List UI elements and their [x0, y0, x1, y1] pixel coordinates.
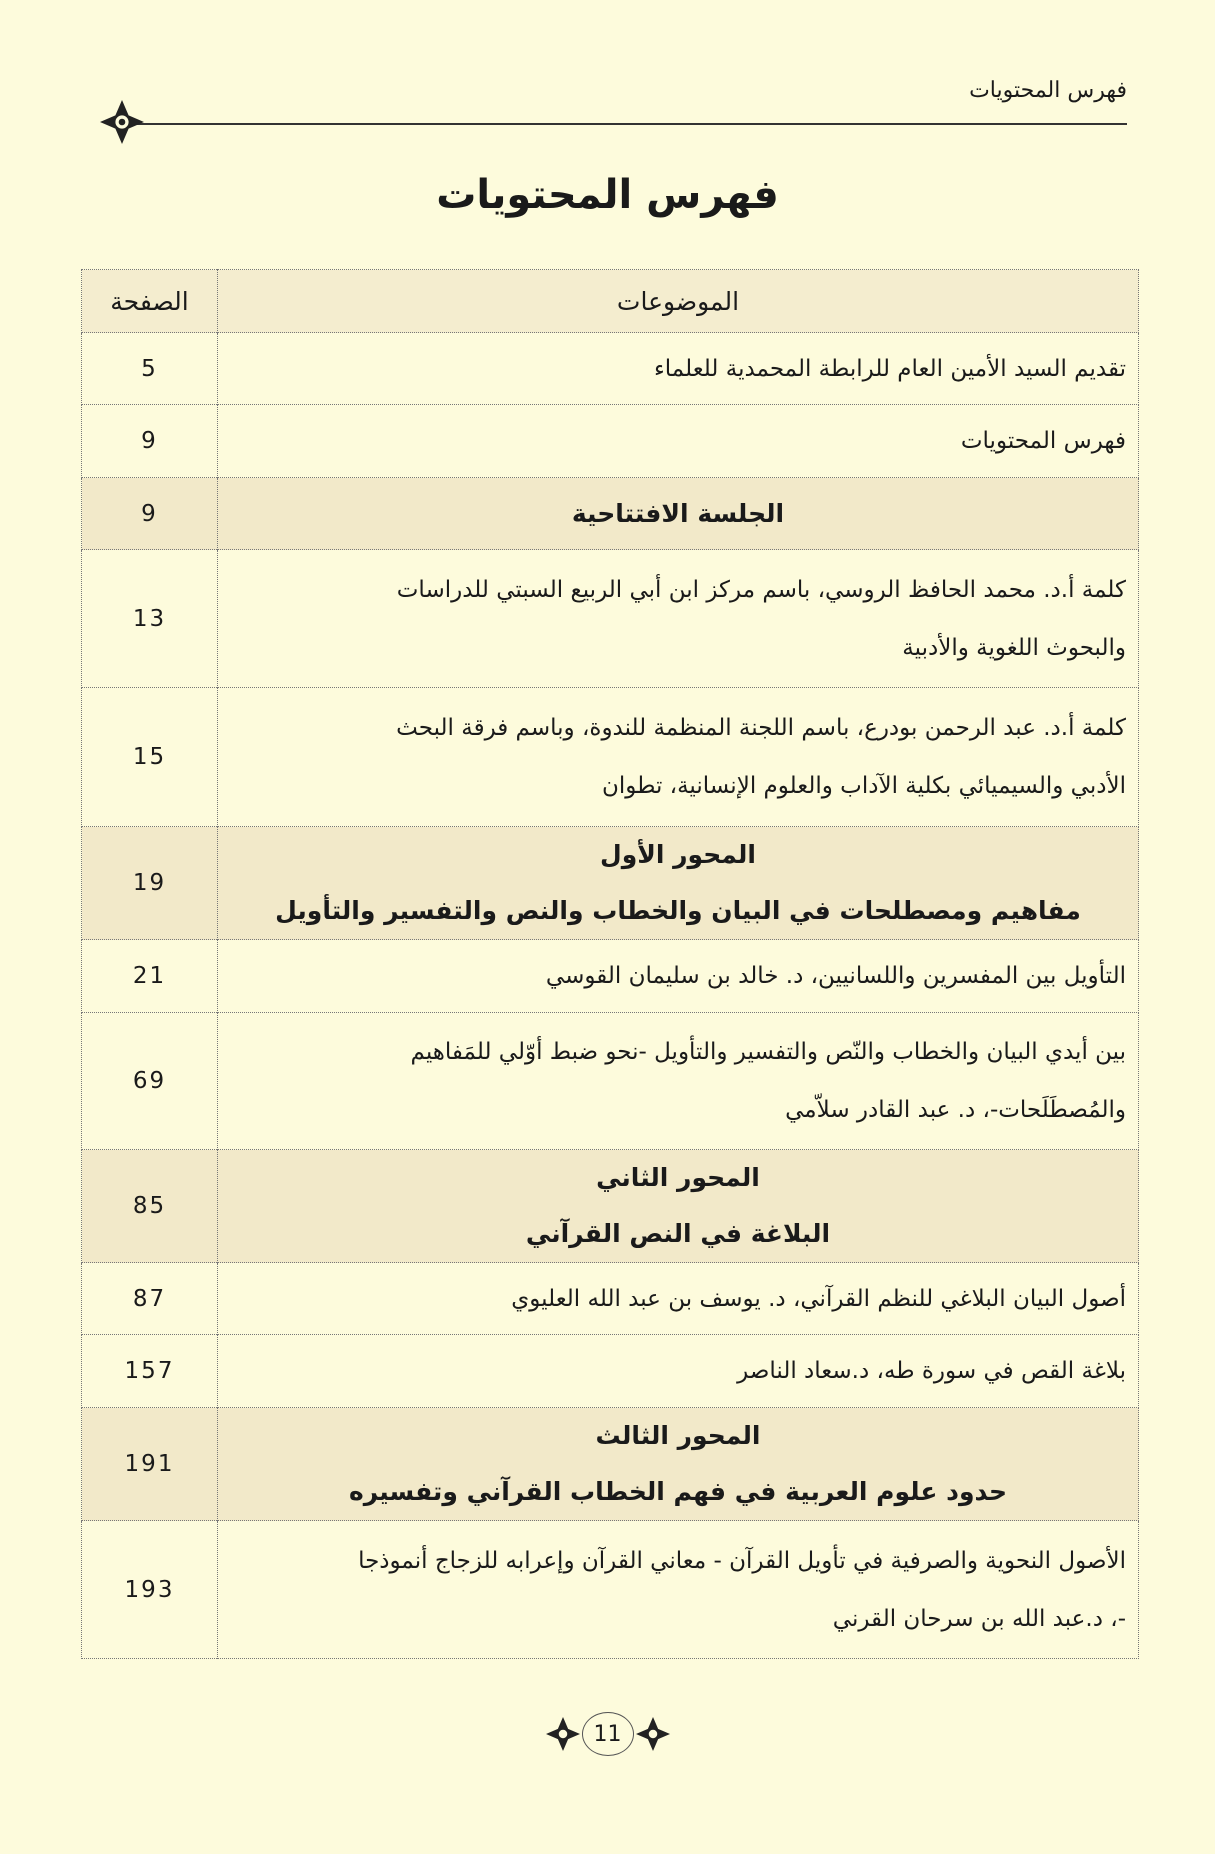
topic-cell: [218, 1263, 1139, 1335]
topic-line: الأصول النحوية والصرفية في تأويل القرآن - معاني القرآن وإعرابه للزجاج أنموذجا: [358, 1547, 1126, 1574]
page-cell: 69: [82, 1013, 218, 1150]
topic-line: المحور الثالث: [595, 1421, 761, 1450]
page-cell: 191: [82, 1408, 218, 1521]
page-cell: 85: [82, 1150, 218, 1263]
table-row: [82, 405, 1139, 478]
ornament-icon: [100, 100, 144, 144]
topic-line: والبحوث اللغوية والأدبية: [902, 634, 1126, 661]
topic-cell: [218, 333, 1139, 405]
topic-cell: [218, 1150, 1139, 1263]
topic-line: المحور الأول: [600, 840, 756, 869]
topic-cell: [218, 827, 1139, 940]
page-number: 11: [582, 1712, 634, 1756]
topic-line: بين أيدي البيان والخطاب والنّص والتفسير والتأويل -نحو ضبط أوّلي للمَفاهيم: [410, 1039, 1126, 1065]
topic-cell: [218, 940, 1139, 1013]
page-cell: 15: [82, 688, 218, 827]
topic-line: البلاغة في النص القرآني: [525, 1219, 831, 1248]
topic-line: حدود علوم العربية في فهم الخطاب القرآني وتفسيره: [348, 1477, 1007, 1506]
column-header-page: الصفحة: [82, 270, 218, 333]
table-row: [82, 1521, 1139, 1659]
page-cell: 9: [82, 478, 218, 550]
page-cell: 13: [82, 550, 218, 688]
topic-line: الأدبي والسيميائي بكلية الآداب والعلوم الإنسانية، تطوان: [601, 773, 1126, 799]
table-header: [82, 270, 1139, 333]
header-rule: [128, 123, 1127, 125]
topic-line: كلمة أ.د. عبد الرحمن بودرع، باسم اللجنة المنظمة للندوة، وباسم فرقة البحث: [396, 715, 1126, 741]
table-row: [82, 1335, 1139, 1408]
topic-line: كلمة أ.د. محمد الحافظ الروسي، باسم مركز ابن أبي الربيع السبتي للدراسات: [396, 576, 1126, 603]
topic-cell: [218, 688, 1139, 827]
table-row: [82, 688, 1139, 827]
topic-line: أصول البيان البلاغي للنظم القرآني، د. يوسف بن عبد الله العليوي: [511, 1285, 1126, 1312]
topic-line: والمُصطَلَحات-، د. عبد القادر سلاّمي: [785, 1097, 1126, 1123]
table-row: [82, 550, 1139, 688]
topic-line: الجلسة الافتتاحية: [571, 498, 785, 528]
topic-line: المحور الثاني: [596, 1163, 760, 1192]
topic-line: التأويل بين المفسرين واللسانيين، د. خالد بن سليمان القوسي: [545, 963, 1126, 989]
section-row: [82, 827, 1139, 940]
page-cell: 157: [82, 1335, 218, 1408]
section-row: [82, 1408, 1139, 1521]
topic-cell: [218, 550, 1139, 688]
page-title: فهرس المحتويات: [436, 172, 779, 218]
section-row: [82, 1150, 1139, 1263]
running-head: فهرس المحتويات: [969, 78, 1127, 103]
topic-cell: [218, 478, 1139, 550]
topic-line: بلاغة القص في سورة طه، د.سعاد الناصر: [737, 1358, 1126, 1384]
column-header-topic: الموضوعات: [218, 270, 1139, 333]
page-cell: 21: [82, 940, 218, 1013]
page-cell: 9: [82, 405, 218, 478]
topic-cell: [218, 405, 1139, 478]
topic-cell: [218, 1521, 1139, 1659]
page-footer: [0, 1712, 1215, 1756]
topic-line: مفاهيم ومصطلحات في البيان والخطاب والنص والتفسير والتأويل: [275, 896, 1081, 925]
topic-line: تقديم السيد الأمين العام للرابطة المحمدية للعلماء: [653, 355, 1126, 382]
topic-cell: [218, 1013, 1139, 1150]
table-row: [82, 1013, 1139, 1150]
page-cell: 5: [82, 333, 218, 405]
ornament-icon: [636, 1717, 670, 1751]
page-cell: 19: [82, 827, 218, 940]
topic-line: -، د.عبد الله بن سرحان القرني: [832, 1605, 1126, 1632]
ornament-icon: [546, 1717, 580, 1751]
table-row: [82, 1263, 1139, 1335]
contents-table: [81, 269, 1139, 1659]
page-cell: 87: [82, 1263, 218, 1335]
topic-line: فهرس المحتويات: [960, 428, 1126, 454]
table-row: [82, 940, 1139, 1013]
topic-cell: [218, 1408, 1139, 1521]
page-cell: 193: [82, 1521, 218, 1659]
topic-cell: [218, 1335, 1139, 1408]
section-row: [82, 478, 1139, 550]
table-row: [82, 333, 1139, 405]
